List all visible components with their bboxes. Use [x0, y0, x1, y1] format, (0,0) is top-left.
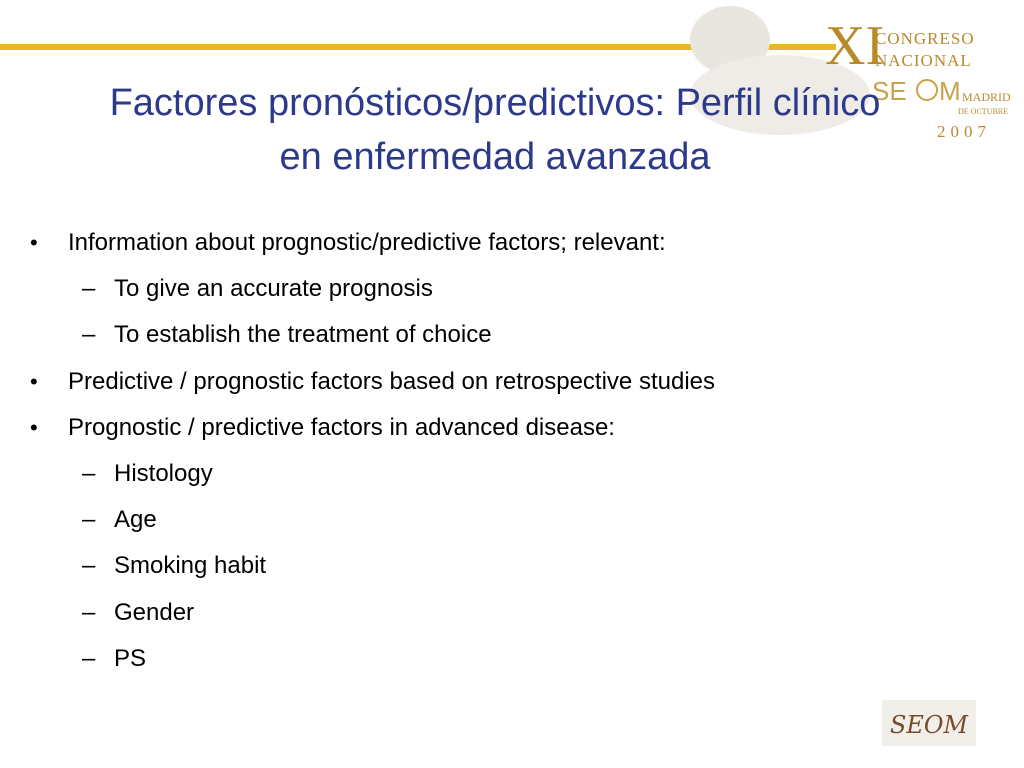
sub-bullet-item — [0, 501, 1000, 547]
logo-numeral: XI — [825, 15, 885, 77]
bullet-text: PS — [114, 644, 147, 672]
bullet-text: Predictive / prognostic factors based on retrospective studies — [68, 367, 715, 395]
bullet-item — [0, 409, 1000, 455]
bullet-text: Gender — [114, 598, 195, 626]
bullet-item — [0, 224, 1000, 270]
dash-marker: – — [82, 598, 96, 626]
slide-title-line-1: Factores pronósticos/predictivos: Perfil clínico — [109, 82, 881, 124]
logo-org-right: M — [939, 76, 961, 106]
logo-line-nacional: NACIONAL — [875, 51, 972, 70]
bullet-text: Information about prognostic/predictive factors; relevant: — [68, 229, 666, 256]
slide-title-line-2: en enfermedad avanzada — [279, 136, 711, 178]
bullet-text: To give an accurate prognosis — [114, 275, 433, 303]
slide-title — [30, 76, 960, 184]
dash-marker: – — [82, 506, 96, 534]
logo-year: 2007 — [937, 122, 991, 141]
logo-org-left: SE — [872, 76, 907, 106]
bullet-text: Smoking habit — [114, 552, 267, 580]
dash-marker: – — [82, 321, 96, 349]
sub-bullet-item — [0, 316, 1000, 362]
sub-bullet-item — [0, 455, 1000, 501]
seom-logo-text: SEOM — [890, 711, 970, 739]
bullet-item — [0, 363, 1000, 409]
sub-bullet-item — [0, 547, 1000, 593]
bullet-text: Age — [114, 506, 157, 534]
sub-bullet-item — [0, 640, 1000, 686]
bullet-marker: • — [30, 368, 38, 394]
logo-city: MADRID — [962, 90, 1011, 104]
bullet-text: Histology — [114, 459, 213, 487]
bullet-text: Prognostic / predictive factors in advanced disease: — [68, 413, 615, 441]
sub-bullet-item — [0, 594, 1000, 640]
logo-line-congreso: CONGRESO — [875, 29, 975, 48]
seom-logo — [882, 700, 976, 746]
bullet-marker: • — [30, 230, 38, 255]
dash-marker: – — [82, 459, 96, 487]
sub-bullet-item — [0, 270, 1000, 316]
dash-marker: – — [82, 552, 96, 580]
dash-marker: – — [82, 644, 96, 672]
bullet-list — [0, 224, 1000, 686]
dash-marker: – — [82, 275, 96, 303]
bullet-marker: • — [30, 414, 38, 440]
bullet-text: To establish the treatment of choice — [114, 321, 492, 349]
logo-month: DE OCTUBRE — [958, 107, 1008, 116]
